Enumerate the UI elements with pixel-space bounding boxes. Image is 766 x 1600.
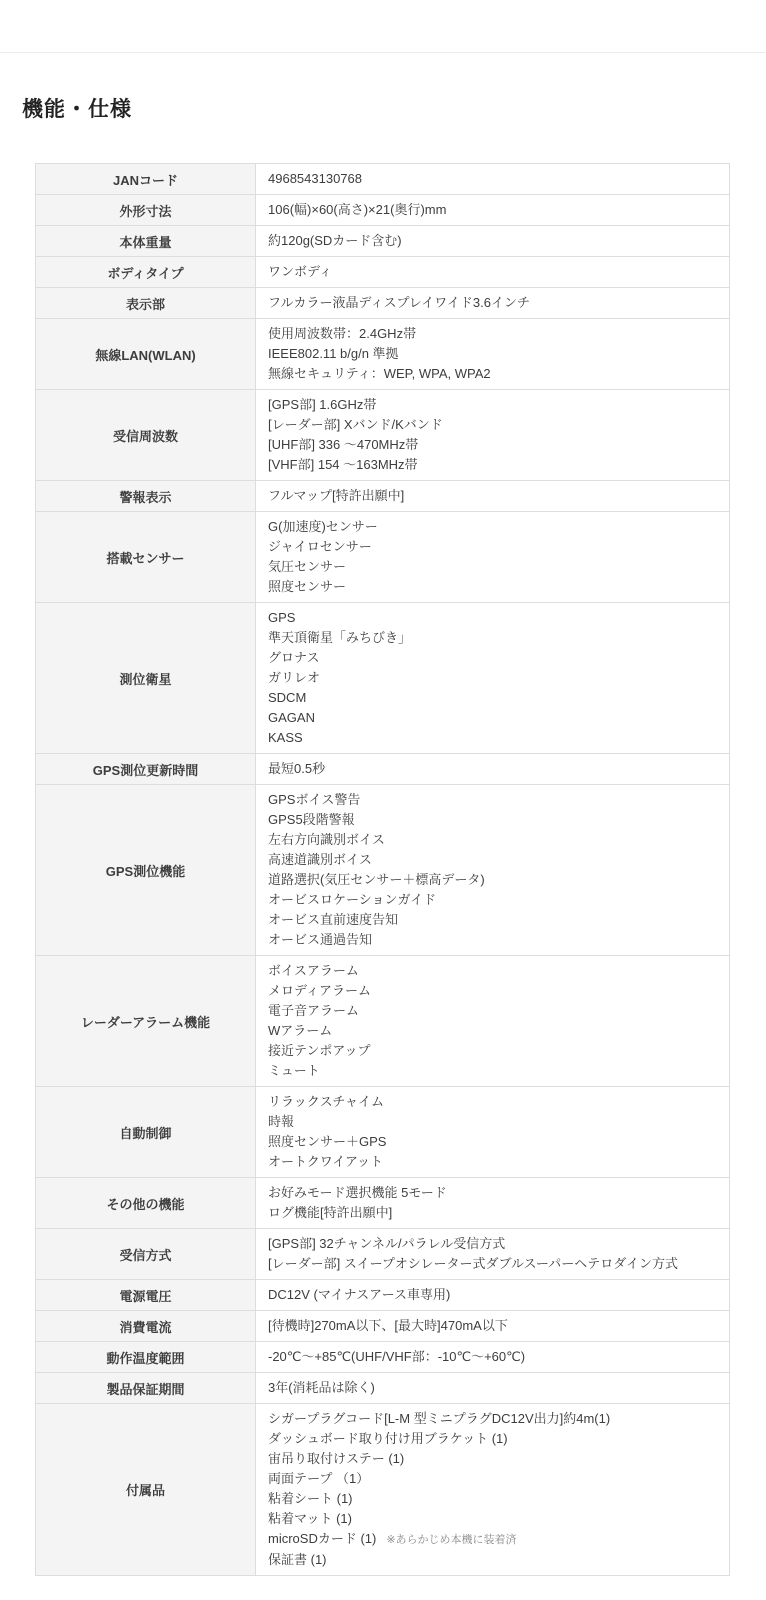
- spec-label-cell: [36, 164, 256, 195]
- spec-value-line: 無線セキュリティ：WEP, WPA, WPA2: [268, 366, 491, 381]
- spec-value-line: 高速道識別ボイス: [268, 852, 372, 867]
- spec-value-cell: [256, 1087, 730, 1178]
- spec-row: [36, 1404, 730, 1576]
- spec-row: [36, 1373, 730, 1404]
- spec-value-line: [待機時]270mA以下、[最大時]470mA以下: [268, 1318, 508, 1333]
- spec-label: 外形寸法: [119, 203, 172, 219]
- spec-row: [36, 754, 730, 785]
- spec-value-line: お好みモード選択機能 5モード: [268, 1185, 447, 1200]
- spec-value-line: オービス通過告知: [268, 932, 373, 947]
- spec-value-line: 照度センサー＋GPS: [268, 1134, 387, 1149]
- spec-value-line: フルマップ[特許出願中]: [268, 488, 405, 503]
- spec-value-line: 粘着シート (1): [268, 1491, 353, 1506]
- spec-label: GPS測位機能: [105, 863, 186, 879]
- spec-row: [36, 390, 730, 481]
- spec-value-line: 106(幅)×60(高さ)×21(奥行)mm: [268, 202, 447, 217]
- spec-row: [36, 1178, 730, 1229]
- section-title: 機能・仕様: [22, 98, 132, 121]
- spec-value-line: グロナス: [268, 650, 320, 665]
- spec-value-cell: [256, 195, 730, 226]
- spec-value-cell: [256, 956, 730, 1087]
- spec-row: [36, 1087, 730, 1178]
- spec-label-cell: [36, 257, 256, 288]
- spec-label: 自動制御: [119, 1125, 172, 1141]
- spec-value-line: [GPS部] 1.6GHz帯: [268, 397, 377, 412]
- spec-label-cell: [36, 288, 256, 319]
- spec-value-cell: [256, 1178, 730, 1229]
- spec-value-line: 宙吊り取付けステー (1): [268, 1451, 405, 1466]
- spec-value-cell: [256, 512, 730, 603]
- spec-label-cell: [36, 1311, 256, 1342]
- spec-value-line: シガープラグコード[L-M 型ミニプラグDC12V出力]約4m(1): [268, 1411, 611, 1426]
- spec-label-cell: [36, 195, 256, 226]
- spec-value-cell: [256, 1229, 730, 1280]
- spec-value-line: メロディアラーム: [268, 983, 371, 998]
- spec-label: 本体重量: [119, 234, 172, 250]
- spec-value-line: 保証書 (1): [268, 1552, 327, 1567]
- spec-label: レーダーアラーム機能: [80, 1014, 211, 1030]
- spec-value-cell: [256, 1342, 730, 1373]
- spec-label: 受信周波数: [112, 428, 178, 444]
- spec-value-cell: [256, 319, 730, 390]
- spec-value-line: IEEE802.11 b/g/n 準拠: [268, 346, 399, 361]
- spec-label-cell: [36, 1373, 256, 1404]
- spec-value-cell: [256, 1280, 730, 1311]
- spec-label: 無線LAN(WLAN): [95, 347, 196, 363]
- spec-label-cell: [36, 1280, 256, 1311]
- spec-value-line: ミュート: [268, 1063, 320, 1078]
- spec-value-cell: [256, 226, 730, 257]
- spec-value-cell: [256, 481, 730, 512]
- spec-value-line: 時報: [268, 1114, 295, 1129]
- spec-value-line: GAGAN: [268, 710, 315, 725]
- spec-value-line: SDCM: [268, 690, 307, 705]
- spec-value-line: [UHF部] 336 ～470MHz帯: [268, 437, 419, 452]
- spec-row: [36, 1342, 730, 1373]
- spec-value-cell: [256, 164, 730, 195]
- spec-value-line: 道路選択(気圧センサー＋標高データ): [268, 872, 485, 887]
- spec-label: 電源電圧: [119, 1288, 172, 1304]
- spec-value-line: 約120g(SDカード含む): [268, 233, 402, 248]
- spec-value-line: ワンボディ: [268, 264, 332, 279]
- section-divider: [0, 52, 766, 53]
- spec-label-cell: [36, 785, 256, 956]
- spec-row: [36, 481, 730, 512]
- spec-value-line: 使用周波数帯：2.4GHz帯: [268, 326, 417, 341]
- spec-label-cell: [36, 1178, 256, 1229]
- spec-value-line: Wアラーム: [268, 1023, 333, 1038]
- spec-value-line: [GPS部] 32チャンネル/パラレル受信方式: [268, 1236, 506, 1251]
- spec-row: [36, 956, 730, 1087]
- spec-value-line: [VHF部] 154 ～163MHz帯: [268, 457, 418, 472]
- spec-value-line: ジャイロセンサー: [268, 539, 372, 554]
- spec-row: [36, 257, 730, 288]
- spec-label-cell: [36, 226, 256, 257]
- spec-label: JANコード: [112, 172, 178, 188]
- spec-value-line: フルカラー液晶ディスプレイワイド3.6インチ: [268, 295, 530, 310]
- spec-value-cell: [256, 390, 730, 481]
- spec-value-line: 粘着マット (1): [268, 1511, 352, 1526]
- spec-value-line: 左右方向識別ボイス: [268, 832, 385, 847]
- spec-label-cell: [36, 1342, 256, 1373]
- spec-value-line: 4968543130768: [268, 171, 362, 186]
- spec-value-line: ログ機能[特許出願中]: [268, 1205, 393, 1220]
- spec-label: 表示部: [125, 296, 165, 312]
- spec-value-line: 照度センサー: [268, 579, 347, 594]
- spec-row: [36, 195, 730, 226]
- spec-value-line: [レーダー部] スイープオシレーター式ダブルスーパーヘテロダイン方式: [268, 1256, 679, 1271]
- spec-label-cell: [36, 1087, 256, 1178]
- spec-value-line: ダッシュボード取り付け用ブラケット (1): [268, 1431, 508, 1446]
- spec-value-line: DC12V (マイナスアース車専用): [268, 1287, 451, 1302]
- spec-value-cell: [256, 785, 730, 956]
- spec-row: [36, 288, 730, 319]
- spec-label: ボディタイプ: [107, 265, 184, 281]
- spec-value-line: GPS5段階警報: [268, 812, 355, 827]
- spec-row: [36, 512, 730, 603]
- spec-row: [36, 1280, 730, 1311]
- spec-row: [36, 785, 730, 956]
- spec-label: 動作温度範囲: [106, 1350, 185, 1366]
- spec-value-text: microSDカード (1): [268, 1531, 377, 1546]
- spec-label: 搭載センサー: [106, 550, 185, 566]
- spec-value-line: 最短0.5秒: [268, 761, 326, 776]
- spec-value-line: G(加速度)センサー: [268, 519, 378, 534]
- spec-value-line: 3年(消耗品は除く): [268, 1380, 375, 1395]
- spec-value-cell: [256, 1373, 730, 1404]
- spec-label: その他の機能: [106, 1196, 185, 1212]
- spec-row: [36, 603, 730, 754]
- spec-value-line: [268, 1529, 717, 1550]
- spec-label: 警報表示: [119, 489, 172, 505]
- spec-value-line: KASS: [268, 730, 303, 745]
- spec-value-cell: [256, 1404, 730, 1576]
- spec-label-cell: [36, 481, 256, 512]
- spec-value-cell: [256, 288, 730, 319]
- spec-value-note: ※あらかじめ本機に装着済: [386, 1534, 517, 1546]
- spec-row: [36, 226, 730, 257]
- spec-label-cell: [36, 1404, 256, 1576]
- spec-value-cell: [256, 1311, 730, 1342]
- spec-table: [35, 163, 730, 1576]
- spec-value-line: 両面テープ （1）: [268, 1471, 370, 1486]
- spec-row: [36, 319, 730, 390]
- spec-label-cell: [36, 956, 256, 1087]
- spec-value-line: GPS: [268, 610, 296, 625]
- spec-label: 製品保証期間: [106, 1381, 185, 1397]
- spec-value-line: 接近テンポアップ: [268, 1043, 371, 1058]
- spec-row: [36, 1311, 730, 1342]
- spec-value-line: ボイスアラーム: [268, 963, 359, 978]
- spec-value-cell: [256, 257, 730, 288]
- spec-table-body: [36, 164, 730, 1576]
- spec-label-cell: [36, 754, 256, 785]
- spec-value-line: オービスロケーションガイド: [268, 892, 437, 907]
- spec-label: 消費電流: [119, 1319, 172, 1335]
- spec-value-line: ガリレオ: [268, 670, 321, 685]
- spec-label: 受信方式: [119, 1247, 172, 1263]
- spec-label-cell: [36, 603, 256, 754]
- spec-value-line: -20℃～+85℃(UHF/VHF部：-10℃～+60℃): [268, 1349, 526, 1364]
- spec-value-line: リラックスチャイム: [268, 1094, 384, 1109]
- spec-row: [36, 1229, 730, 1280]
- spec-value-line: オービス直前速度告知: [268, 912, 399, 927]
- spec-value-line: [レーダー部] Xバンド/Kバンド: [268, 417, 443, 432]
- spec-value-line: オートクワイアット: [268, 1154, 384, 1169]
- spec-row: [36, 164, 730, 195]
- spec-label-cell: [36, 319, 256, 390]
- spec-value-cell: [256, 603, 730, 754]
- spec-label: GPS測位更新時間: [92, 762, 199, 778]
- spec-label-cell: [36, 1229, 256, 1280]
- spec-label-cell: [36, 390, 256, 481]
- spec-label-cell: [36, 512, 256, 603]
- spec-value-line: 準天頂衛星「みちびき」: [268, 630, 412, 645]
- spec-value-line: 気圧センサー: [268, 559, 347, 574]
- spec-value-line: GPSボイス警告: [268, 792, 361, 807]
- spec-label: 付属品: [125, 1483, 165, 1498]
- spec-label: 測位衛星: [119, 671, 172, 687]
- spec-value-cell: [256, 754, 730, 785]
- spec-value-line: 電子音アラーム: [268, 1003, 360, 1018]
